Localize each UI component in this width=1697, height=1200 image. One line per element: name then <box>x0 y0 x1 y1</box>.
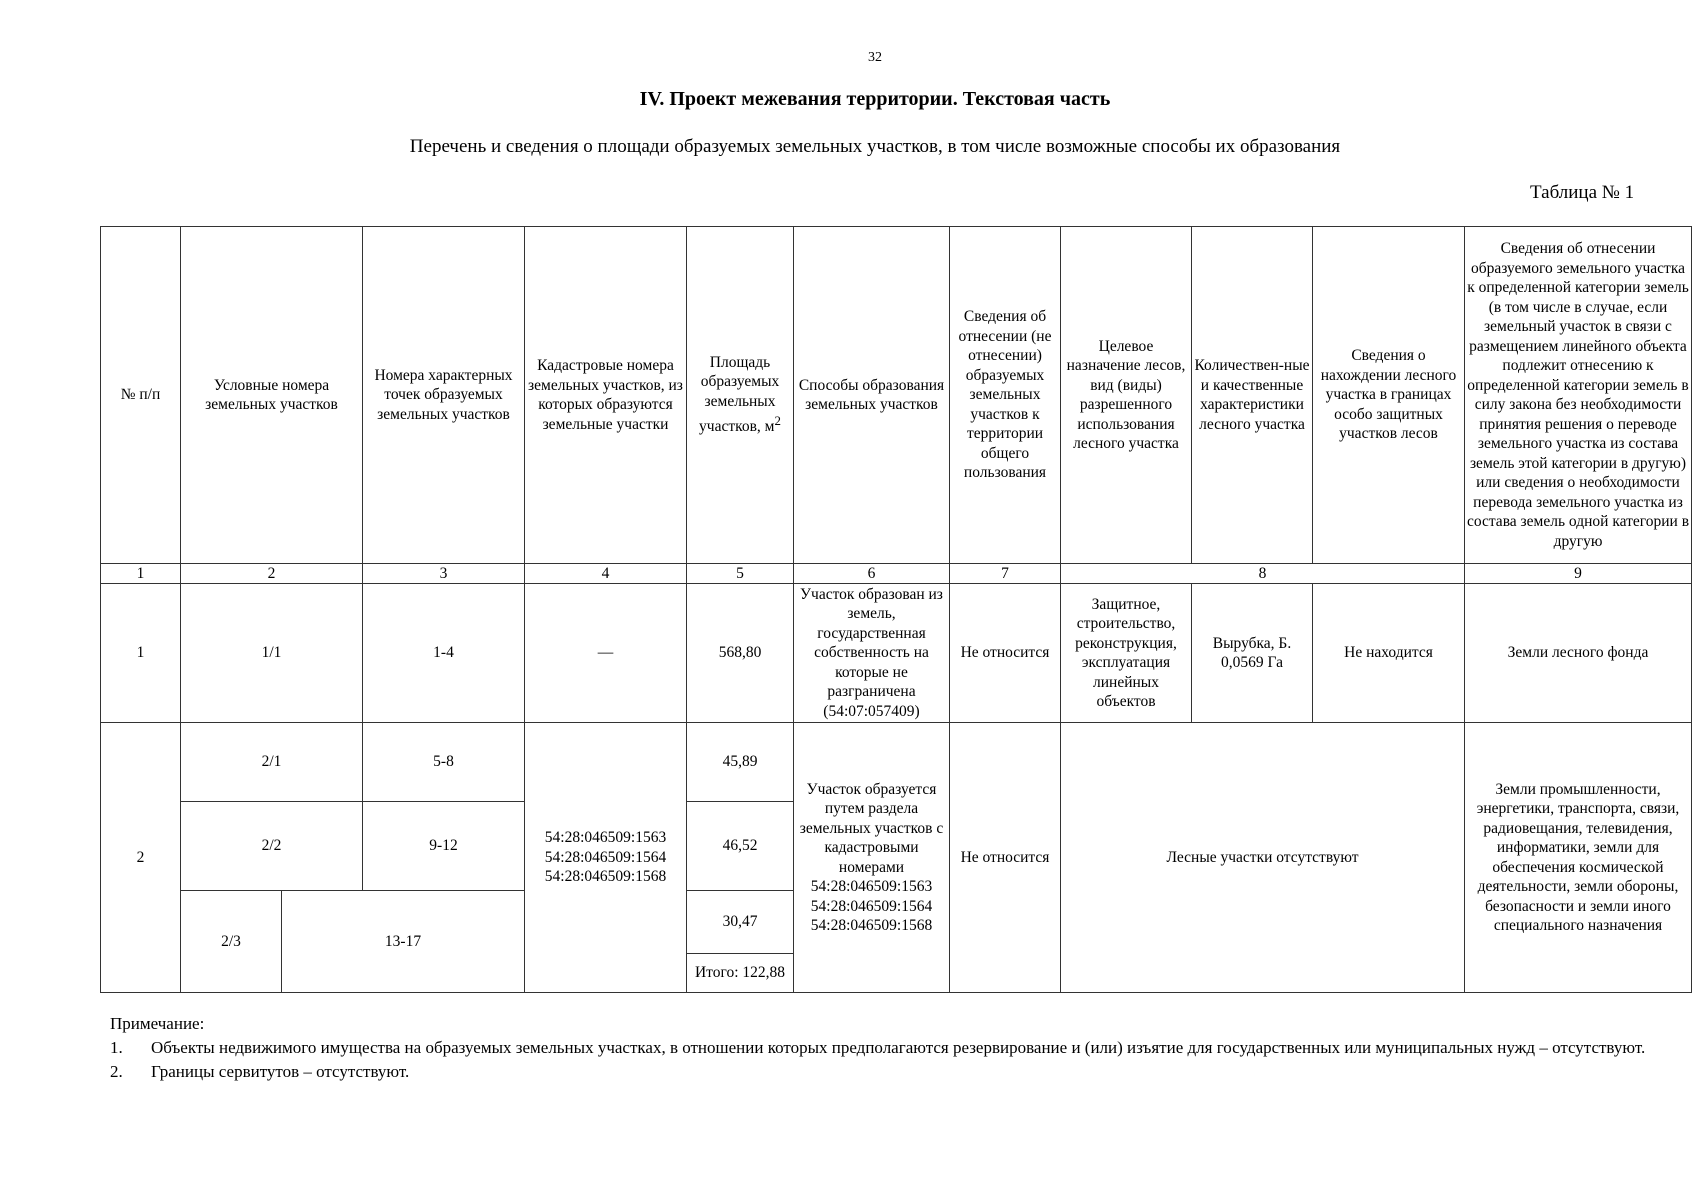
cadastral-numbers: — <box>525 584 687 723</box>
column-number: 2 <box>181 564 363 584</box>
land-category: Земли промышленности, энергетики, транспорта, связи, радиовещания, телевидения, информатики, земли для обеспечения космической деятельности, земли обороны, безопасности и земли иного специального назначения <box>1465 723 1692 993</box>
column-number: 6 <box>794 564 950 584</box>
notes-heading: Примечание: <box>110 1014 205 1033</box>
header-forest-characteristics: Количествен-ные и качественные характеристики лесного участка <box>1192 227 1313 564</box>
forest-protection: Не находится <box>1313 584 1465 723</box>
formation-method <box>794 723 950 993</box>
formation-method-text: Участок образуется путем раздела земельных участков с кадастровыми номерами <box>799 780 944 876</box>
plot-points: 1-4 <box>363 584 525 723</box>
header-points: Номера характерных точек образуемых земельных участков <box>363 227 525 564</box>
cadastral-number: 54:28:046509:1568 <box>810 917 933 934</box>
note-item <box>110 1036 1690 1060</box>
page-title: IV. Проект межевания территории. Текстовая часть <box>639 88 1111 110</box>
forest-info: Лесные участки отсутствуют <box>1061 723 1465 993</box>
cadastral-number: 54:28:046509:1563 <box>544 829 667 847</box>
plot-points: 9-12 <box>363 802 525 891</box>
column-number: 7 <box>950 564 1061 584</box>
plot-id: 1/1 <box>181 584 363 723</box>
cadastral-number: 54:28:046509:1564 <box>810 897 933 915</box>
column-number-row <box>101 564 1692 584</box>
table-caption: Таблица № 1 <box>1530 182 1635 203</box>
header-forest-purpose: Целевое назначение лесов, вид (виды) разрешенного использования лесного участка <box>1061 227 1192 564</box>
plot-id: 2/3 <box>181 891 282 993</box>
area-total: Итого: 122,88 <box>687 954 794 993</box>
page-number: 32 <box>868 50 882 65</box>
plot-area: 568,80 <box>687 584 794 723</box>
row-number: 1 <box>101 584 181 723</box>
plot-area: 45,89 <box>687 723 794 802</box>
row-number: 2 <box>101 723 181 993</box>
note-item <box>110 1060 1690 1084</box>
note-number: 1. <box>110 1038 123 1057</box>
header-area-text: Площадь образуемых земельных участков, м <box>699 353 780 436</box>
header-area-unit: 2 <box>774 413 781 429</box>
header-method: Способы образования земельных участков <box>794 227 950 564</box>
formation-method: Участок образован из земель, государственная собственность на которые не разграничена (54:07:057409) <box>794 584 950 723</box>
header-number: № п/п <box>101 227 181 564</box>
table-row <box>101 584 1692 723</box>
plot-points: 5-8 <box>363 723 525 802</box>
header-land-category: Сведения об отнесении образуемого земельного участка к определенной категории земель (в том числе в случае, если земельный участок в связи с размещением линейного объекта подлежит отнесению к определенной категории земель в силу закона без необходимости принятия решения о переводе земельного участка из состава земель этой категории в другую) или сведения о необходимости перевода земельного участка из состава земель одной категории в другую <box>1465 227 1692 564</box>
table-row <box>101 723 1692 802</box>
note-text: Границы сервитутов – отсутствуют. <box>151 1062 410 1081</box>
header-plot-ids: Условные номера земельных участков <box>181 227 363 564</box>
header-area <box>687 227 794 564</box>
plot-area: 46,52 <box>687 802 794 891</box>
note-text: Объекты недвижимого имущества на образуемых земельных участках, в отношении которых предполагаются резервирование и (или) изъятие для государственных или муниципальных нужд – отсутствуют. <box>151 1038 1646 1057</box>
cadastral-number: 54:28:046509:1564 <box>544 848 667 866</box>
header-cadastral: Кадастровые номера земельных участков, из которых образуются земельные участки <box>525 227 687 564</box>
plot-points: 13-17 <box>282 891 525 993</box>
column-number: 1 <box>101 564 181 584</box>
column-number: 5 <box>687 564 794 584</box>
header-forest-protection: Сведения о нахождении лесного участка в границах особо защитных участков лесов <box>1313 227 1465 564</box>
plot-id: 2/2 <box>181 802 363 891</box>
column-number: 8 <box>1061 564 1465 584</box>
forest-purpose: Защитное, строительство, реконструкция, эксплуатация линейных объектов <box>1061 584 1192 723</box>
land-category: Земли лесного фонда <box>1465 584 1692 723</box>
note-number: 2. <box>110 1062 123 1081</box>
notes <box>110 1012 1690 1084</box>
table-subtitle: Перечень и сведения о площади образуемых земельных участков, в том числе возможные способы их образования <box>409 136 1341 157</box>
column-number: 9 <box>1465 564 1692 584</box>
header-public-use: Сведения об отнесении (не отнесении) образуемых земельных участков к территории общего пользования <box>950 227 1061 564</box>
forest-characteristics: Вырубка, Б. 0,0569 Га <box>1192 584 1313 723</box>
cadastral-number: 54:28:046509:1563 <box>810 878 933 895</box>
column-number: 3 <box>363 564 525 584</box>
public-use-status: Не относится <box>950 723 1061 993</box>
public-use-status: Не относится <box>950 584 1061 723</box>
header-row <box>101 227 1692 564</box>
land-plots-table <box>100 226 1692 993</box>
cadastral-number: 54:28:046509:1568 <box>544 868 667 886</box>
cadastral-numbers <box>525 723 687 993</box>
plot-area: 30,47 <box>687 891 794 954</box>
plot-id: 2/1 <box>181 723 363 802</box>
column-number: 4 <box>525 564 687 584</box>
